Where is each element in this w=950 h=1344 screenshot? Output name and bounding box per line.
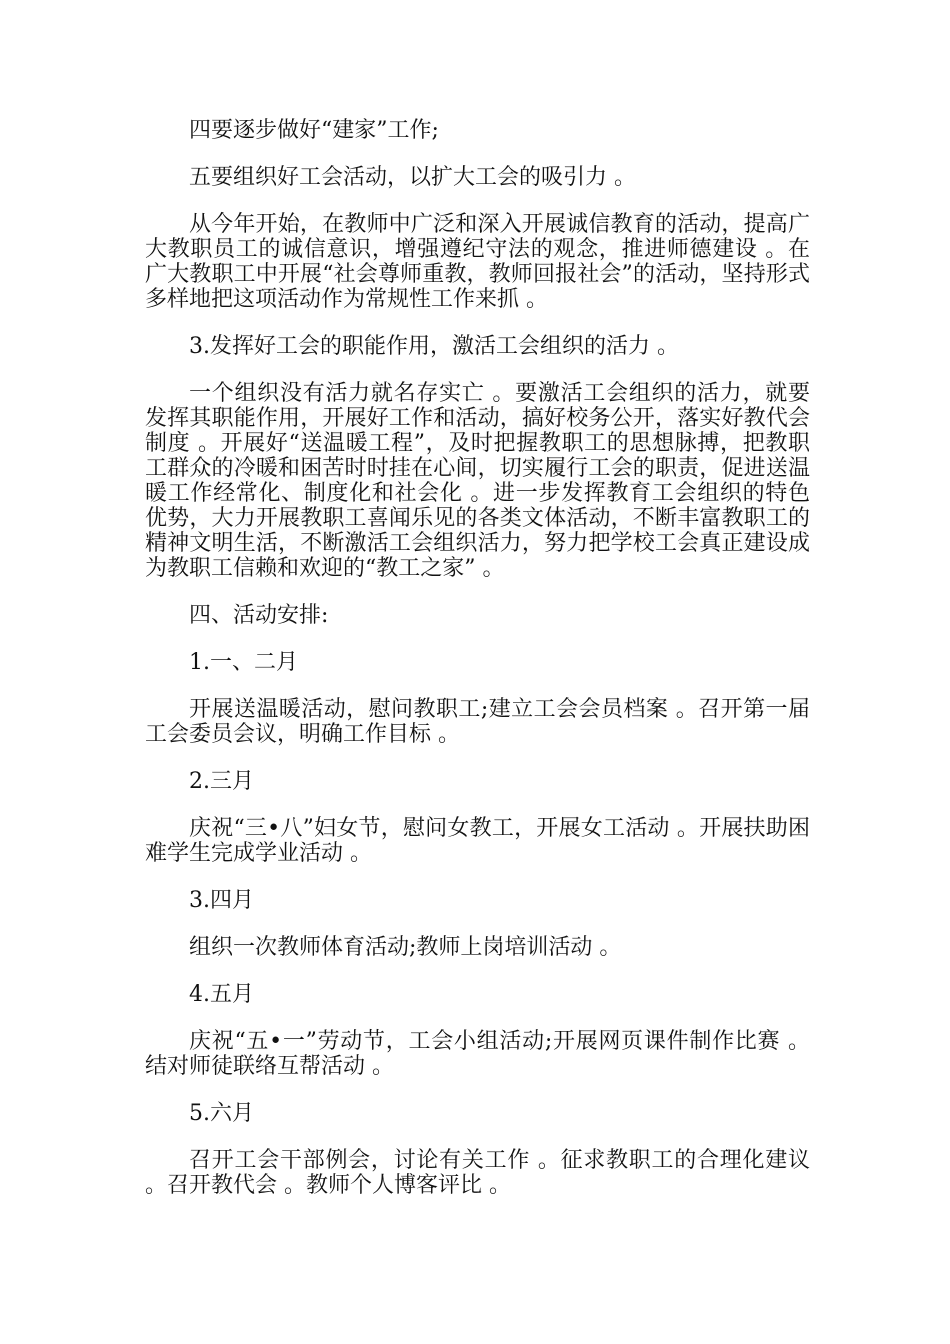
paragraph: 一个组织没有活力就名存实亡 。要激活工会组织的活力，就要发挥其职能作用，开展好工作和活动，搞好校务公开，落实好教代会制度 。开展好“送温暖工程”，及时把握教职工的思想脉搏，把教职工群众的冷暖和困苦时时挂在心间，切实履行工会的职责，促进送温暖工作经常化、制度化和社会化 。进一步发挥教育工会组织的特色优势，大力开展教职工喜闻乐见的各类文体活动，不断丰富教职工的精神文明生活，不断激活工会组织活力，努力把学校工会真正建设成为教职工信赖和欢迎的“教工之家” 。 (145, 381, 810, 581)
paragraph: 组织一次教师体育活动;教师上岗培训活动 。 (189, 935, 622, 960)
month-heading: 5.六月 (189, 1101, 254, 1126)
paragraph: 从今年开始，在教师中广泛和深入开展诚信教育的活动，提高广大教职员工的诚信意识，增强遵纪守法的观念，推进师德建设 。在广大教职工中开展“社会尊师重教，教师回报社会”的活动，坚持形式多样地把这项活动作为常规性工作来抓 。 (145, 212, 810, 312)
month-heading: 3.四月 (189, 888, 254, 913)
month-heading: 4.五月 (189, 982, 254, 1007)
paragraph: 开展送温暖活动，慰问教职工;建立工会会员档案 。召开第一届工会委员会议，明确工作目标 。 (145, 697, 810, 747)
paragraph: 五要组织好工会活动，以扩大工会的吸引力 。 (189, 165, 636, 190)
paragraph: 庆祝“三•八”妇女节，慰问女教工，开展女工活动 。开展扶助困难学生完成学业活动 。 (145, 816, 810, 866)
paragraph: 召开工会干部例会，讨论有关工作 。征求教职工的合理化建议 。召开教代会 。教师个人博客评比 。 (145, 1148, 810, 1198)
section-heading: 四、活动安排: (189, 603, 329, 628)
paragraph: 四要逐步做好“建家”工作; (189, 118, 439, 143)
document-body (145, 118, 810, 1220)
section-heading: 3.发挥好工会的职能作用，激活工会组织的活力 。 (189, 334, 679, 359)
paragraph: 庆祝“五•一”劳动节，工会小组活动;开展网页课件制作比赛 。结对师徒联络互帮活动 。 (145, 1029, 810, 1079)
month-heading: 1.一、二月 (189, 650, 298, 675)
month-heading: 2.三月 (189, 769, 254, 794)
